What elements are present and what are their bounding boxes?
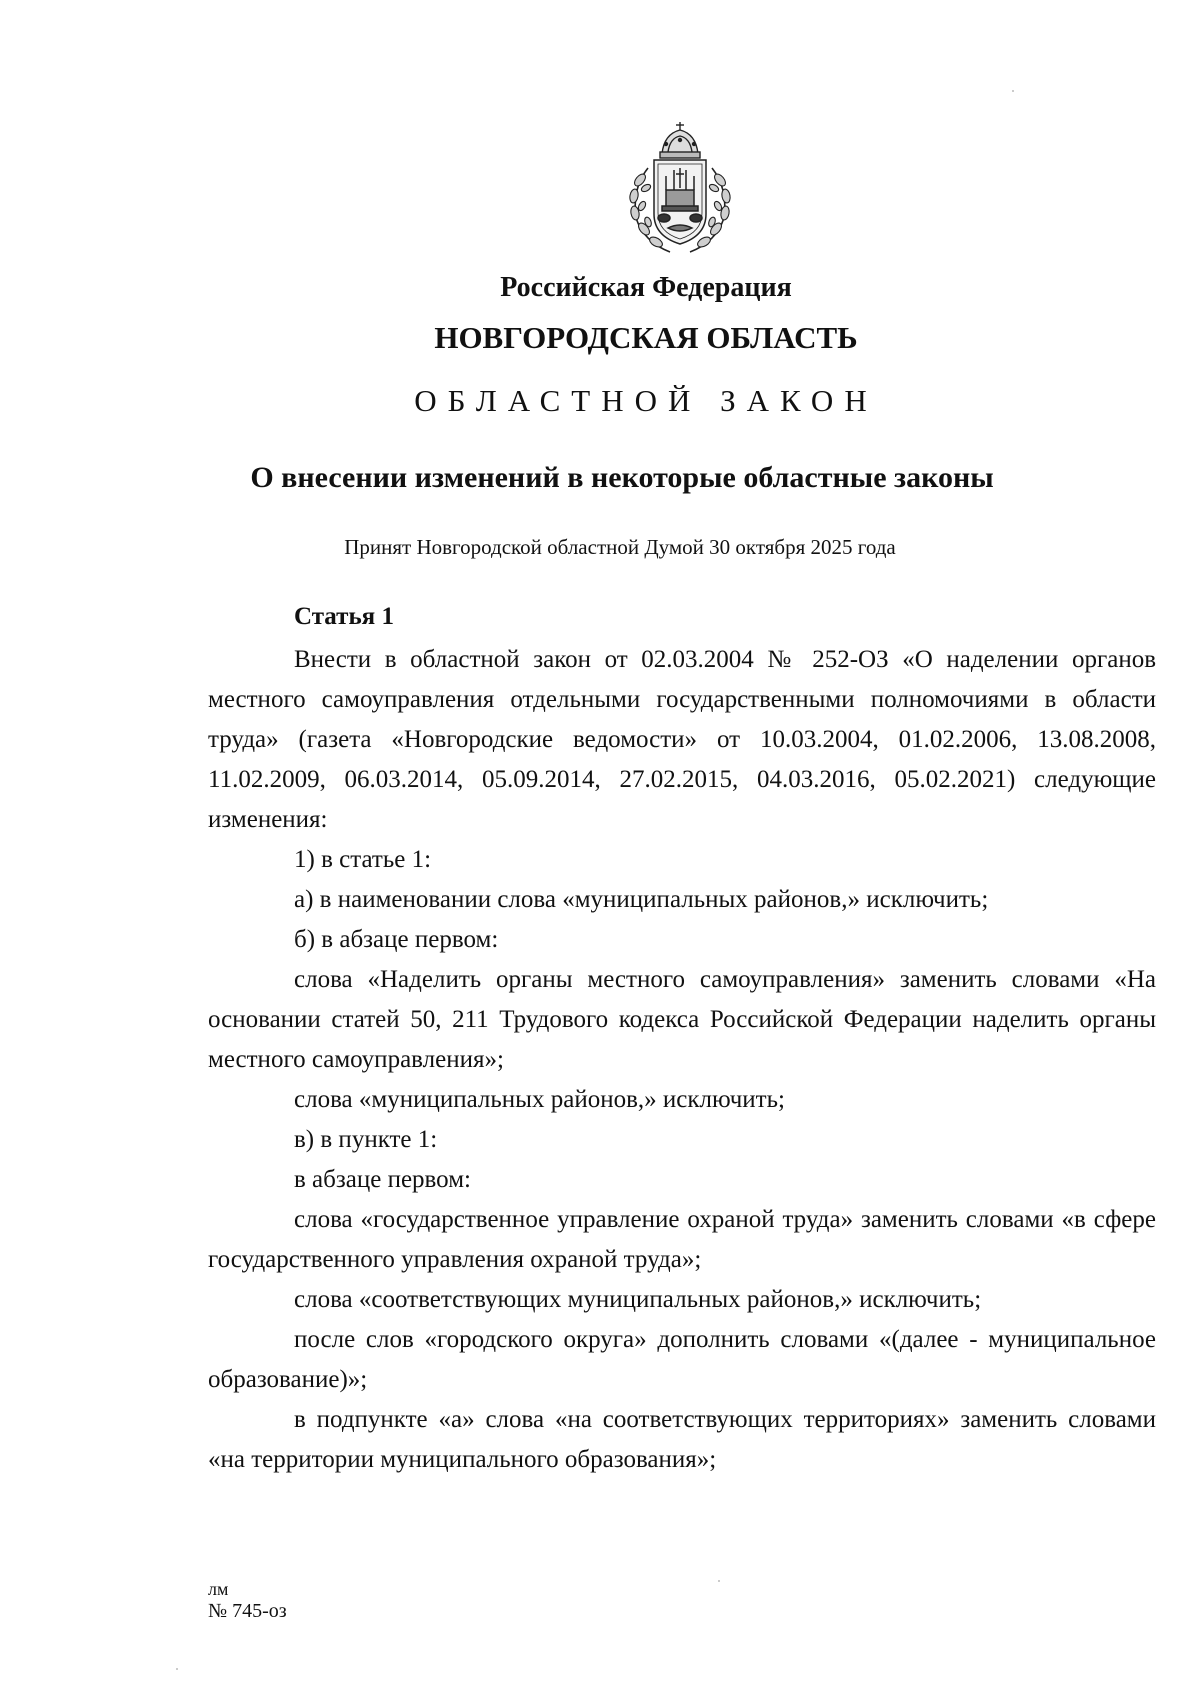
novgorod-coat-of-arms-icon — [618, 118, 742, 258]
article-paragraph: в абзаце первом: — [294, 1166, 471, 1193]
article-paragraph: 1) в статье 1: — [294, 846, 432, 873]
scan-speck — [718, 1580, 720, 1582]
region-title: НОВГОРОДСКАЯ ОБЛАСТЬ — [434, 320, 858, 355]
article-paragraph: в подпункте «а» слова «на соответствующих территориях» заменить словами «на территории муниципального образования»; — [208, 1406, 1156, 1473]
article-paragraph: в) в пункте 1: — [294, 1126, 438, 1153]
document-footer — [208, 1578, 287, 1622]
article-paragraph: слова «государственное управление охраной труда» заменить словами «в сфере государственного управления охраной труда»; — [208, 1206, 1156, 1273]
law-number: № 745-оз — [208, 1600, 287, 1622]
scan-speck — [176, 1668, 178, 1670]
article-paragraph: Внести в областной закон от 02.03.2004 № 252-ОЗ «О наделении органов местного самоуправления отдельными государственными полномочиями в области труда» (газета «Новгородские ведомости» от 10.03.2004, 01.02.2006, 13.08.2008, 11.02.2009, 06.03.2014, 05.09.2014, 27.02.2015, 04.03.2016, 05.02.2021) следующие изменения: — [208, 646, 1156, 833]
article-paragraph: слова «муниципальных районов,» исключить; — [294, 1086, 785, 1113]
law-type-title: ОБЛАСТНОЙ ЗАКОН — [414, 383, 878, 418]
adoption-note: Принят Новгородской областной Думой 30 октября 2025 года — [344, 535, 896, 559]
article-heading: Статья 1 — [294, 603, 394, 630]
article-paragraph: слова «соответствующих муниципальных районов,» исключить; — [294, 1286, 982, 1313]
article-paragraph: после слов «городского округа» дополнить словами «(далее - муниципальное образование)»; — [208, 1326, 1156, 1393]
scan-speck — [1012, 90, 1014, 92]
article-paragraph: слова «Наделить органы местного самоуправления» заменить словами «На основании статей 50, 211 Трудового кодекса Российской Федерации наделить органы местного самоуправления»; — [208, 966, 1156, 1073]
footer-initials: лм — [208, 1579, 229, 1599]
article-paragraph: а) в наименовании слова «муниципальных районов,» исключить; — [294, 886, 989, 913]
federation-title: Российская Федерация — [500, 272, 792, 303]
law-title: О внесении изменений в некоторые областные законы — [250, 461, 994, 494]
article-body — [208, 598, 1156, 1480]
article-paragraph: б) в абзаце первом: — [294, 926, 499, 953]
